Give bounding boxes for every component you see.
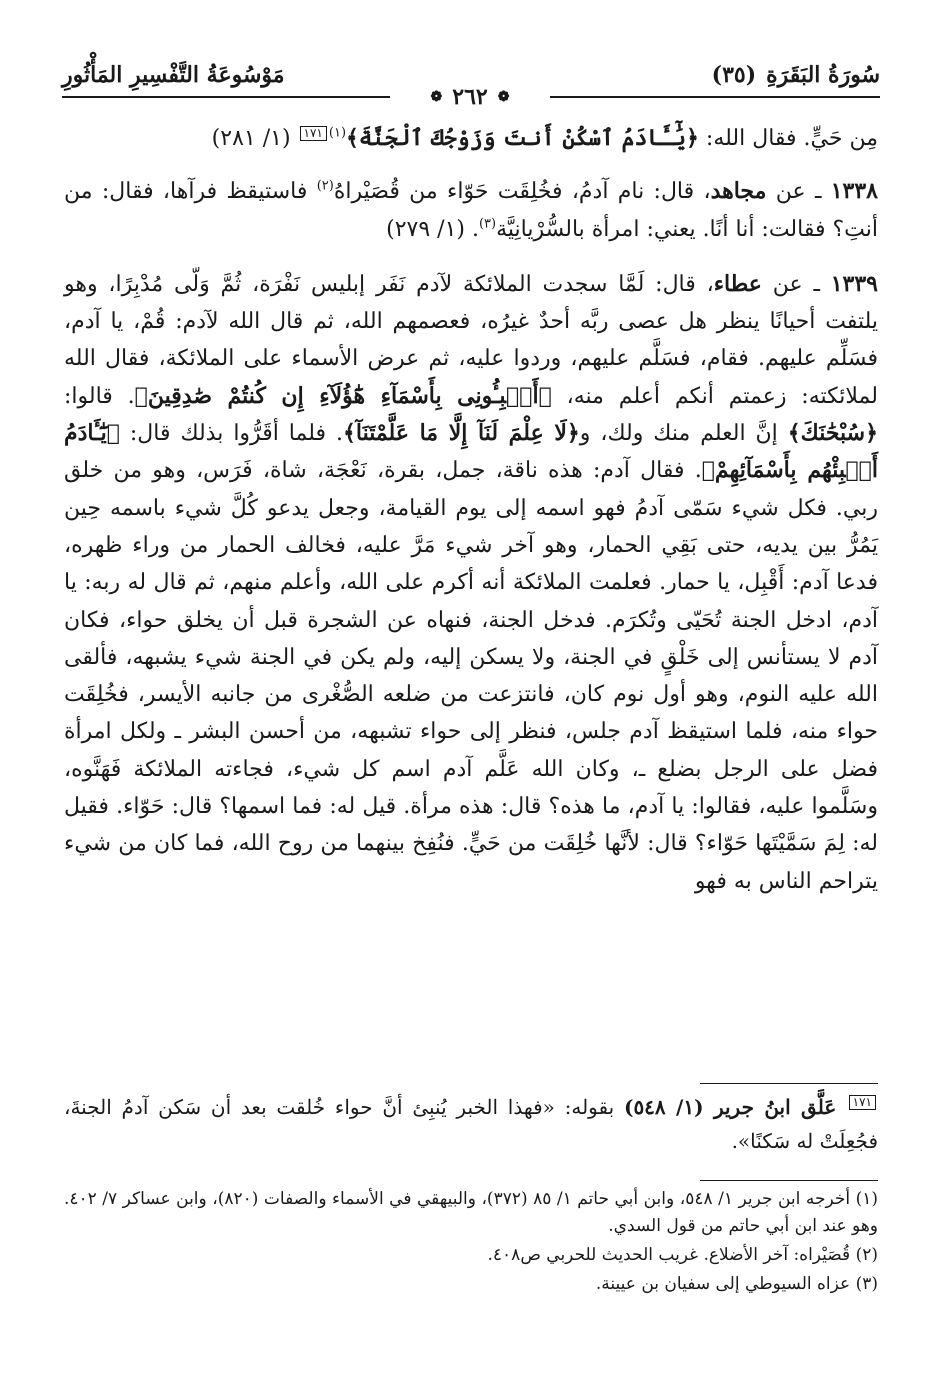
text-run: ، قال: نام آدمُ، فخُلِقَت حَوّاء من قُصَيْراهُ bbox=[333, 179, 711, 205]
paragraph-continuation bbox=[64, 120, 878, 157]
narrator-name: عطاء bbox=[713, 270, 762, 297]
commentary-note bbox=[64, 1090, 878, 1158]
commentary-marker: ١٧١ bbox=[300, 126, 327, 141]
commentary-paragraph bbox=[64, 1090, 878, 1158]
text-run: ـ عن bbox=[766, 179, 831, 205]
main-text bbox=[64, 120, 878, 900]
commentary-rule bbox=[700, 1083, 878, 1084]
footnotes bbox=[64, 1186, 878, 1300]
athar-number: ١٣٣٩ bbox=[830, 270, 878, 297]
footnote-3: (٣) عزاه السيوطي إلى سفيان بن عيينة. bbox=[595, 1274, 878, 1294]
paragraph-1339 bbox=[64, 266, 878, 900]
text-run: مِن حَيٍّ. فقال الله: bbox=[698, 126, 878, 151]
surah-heading bbox=[712, 62, 880, 88]
text-run: ـ عن bbox=[761, 271, 831, 297]
quran-verse: ﴿يَٰٓـَٔادَمُ أَنۢبِئْهُم بِأَسْمَآئِهِمْ﴾ bbox=[64, 420, 878, 484]
text-run: . فقال آدم: هذه ناقة، جمل، بقرة، نَعْجَة، شاة، فَرَس، وهو من خلق ربي. فكل شيء سَمّى آدمُ فهو اسمه إلى يوم القيامة، وجعل يدعو كُلَّ شيء باسمه حِين يَمُرُّ بين يديه، حتى بَقِي الحمار، وهو آخر شيء مَرَّ عليه، فخالف الحمار من وراء ظهره، فدعا آدم: أَقْبِل، يا حمار. فعلمت الملائكة أنه أكرم على الله، وأعلم منهم، ثم قال له ربه: يا آدم، ادخل الجنة تُحَيّى وتُكرَم. فدخل الجنة، فنهاه عن الشجرة قبل أن يخلق حواء، فكان آدم لا يستأنس إلى خَلْقٍ في الجنة، ولا يسكن إليه، ولم يكن في الجنة شيء يشبهه، فألقى الله عليه النوم، وهو أول نوم كان، فانتزعت من ضلعه الصُّغْرى من جانبه الأيسر، فخُلِقَت حواء منه، فلما استيقظ آدم جلس، فنظر إلى حواء تشبهه، من أحسن البشر ـ ولكل امرأة فضل على الرجل بضلع ـ، وكان الله عَلَّم آدم اسم كل شيء، فجاءته الملائكة فَهَنَّوه، وسَلَّموا عليه، فقالوا: يا آدم، ما هذه؟ قال: هذه مرأة. قيل له: فما اسمها؟ قال: حَوّاء. فقيل له: لِمَ سَمَّيْتَها حَوّاء؟ قال: لأنَّها خُلِقَت من حَيٍّ. فنُفِخ بينهما من روح الله، فما كان من شيء يتراحم الناس به فهو bbox=[64, 458, 878, 894]
volume-page-ref: (١/ ٢٨١) bbox=[211, 126, 298, 151]
page-number: ٢٦٢ bbox=[452, 84, 488, 110]
volume-page-ref: . (١/ ٢٧٩) bbox=[386, 216, 479, 242]
quran-verse: ﴿سُبْحَٰنَكَ﴾ bbox=[787, 420, 878, 447]
commentary-text: بقوله: «فهذا الخبر يُنبِئ أنَّ حواء خُلقت بعد أن سَكن آدمُ الجنةَ، فجُعِلَتْ له سَكنًا». bbox=[64, 1095, 878, 1153]
footnote-1: (١) أخرجه ابن جرير ١/ ٥٤٨، وابن أبي حاتم ١/ ٨٥ (٣٧٢)، والبيهقي في الأسماء والصفات (٨٢٠)، وابن عساكر ٧/ ٤٠٢. وهو عند ابن أبي حاتم من قول السدي. bbox=[64, 1189, 878, 1236]
text-run: . قالوا: bbox=[64, 383, 135, 409]
commentary-author: عَلَّق ابنُ جرير bbox=[713, 1095, 847, 1119]
quran-verse: ﴿أَنۢبِـُٔونِى بِأَسْمَآءِ هَٰٓؤُلَآءِ إِن كُنتُمْ صَٰدِقِينَ﴾ bbox=[134, 382, 552, 409]
text-run: فاستيقظ فرآها، فقال: من أنتِ؟ فقالت: أنا أنًا. يعني: امرأة بالسُّرْيانِيَّة bbox=[64, 179, 878, 242]
commentary-marker: ١٧١ bbox=[849, 1095, 876, 1110]
footnote-marker: (٢) bbox=[316, 178, 334, 194]
quran-verse: ﴿يَٰٓـَٔادَمُ ٱسْكُنْ أَنتَ وَزَوْجُكَ ٱلْجَنَّةَ﴾ bbox=[346, 125, 699, 151]
ornament-left-icon: ❁ bbox=[430, 89, 443, 105]
athar-number: ١٣٣٨ bbox=[830, 178, 878, 205]
quran-verse: ﴿لَا عِلْمَ لَنَآ إِلَّا مَا عَلَّمْتَنَآ﴾ bbox=[342, 420, 580, 447]
volume-page-ref: (١/ ٥٤٨) bbox=[623, 1095, 714, 1119]
book-title: مَوْسُوعَةُ التَّفْسِيرِ المَأْثُورِ bbox=[62, 62, 285, 88]
footnote-marker: (١) bbox=[328, 125, 347, 141]
text-run: . فلما أقَرُّوا بذلك قال: bbox=[119, 421, 343, 447]
page-number-block bbox=[390, 84, 550, 110]
footnote-marker: (٣) bbox=[478, 216, 497, 232]
surah-name: سُورَةُ البَقَرَةِ bbox=[766, 62, 880, 88]
verse-reference: (٣٥) bbox=[711, 62, 757, 88]
text-run: ، قال: لَمَّا سجدت الملائكة لآدم نَفَر إبليس نَفْرَة، ثُمَّ وَلّى مُدْبِرًا، وهو يلتفت أحيانًا ينظر هل عصى ربَّه أحدٌ غيرُه، فعصمهم الله، ثم قال الله لآدم: قُمْ، يا آدم، فسَلِّم عليهم. فقام، فسَلَّم عليهم، وردوا عليه، ثم عرض الأسماء على الملائكة، فقال الله لملائكته: زعمتم أنكم أعلم منه، bbox=[64, 271, 878, 409]
narrator-name: مجاهد bbox=[710, 178, 767, 205]
footnote-rule bbox=[700, 1180, 878, 1181]
footnote-2: (٢) قُصَيْراه: آخر الأضلاع. غريب الحديث للحربي ص٤٠٨. bbox=[487, 1245, 878, 1265]
paragraph-1338 bbox=[64, 173, 878, 248]
text-run: إنَّ العلم منك ولك، و bbox=[579, 421, 788, 447]
ornament-right-icon: ❁ bbox=[497, 89, 510, 105]
